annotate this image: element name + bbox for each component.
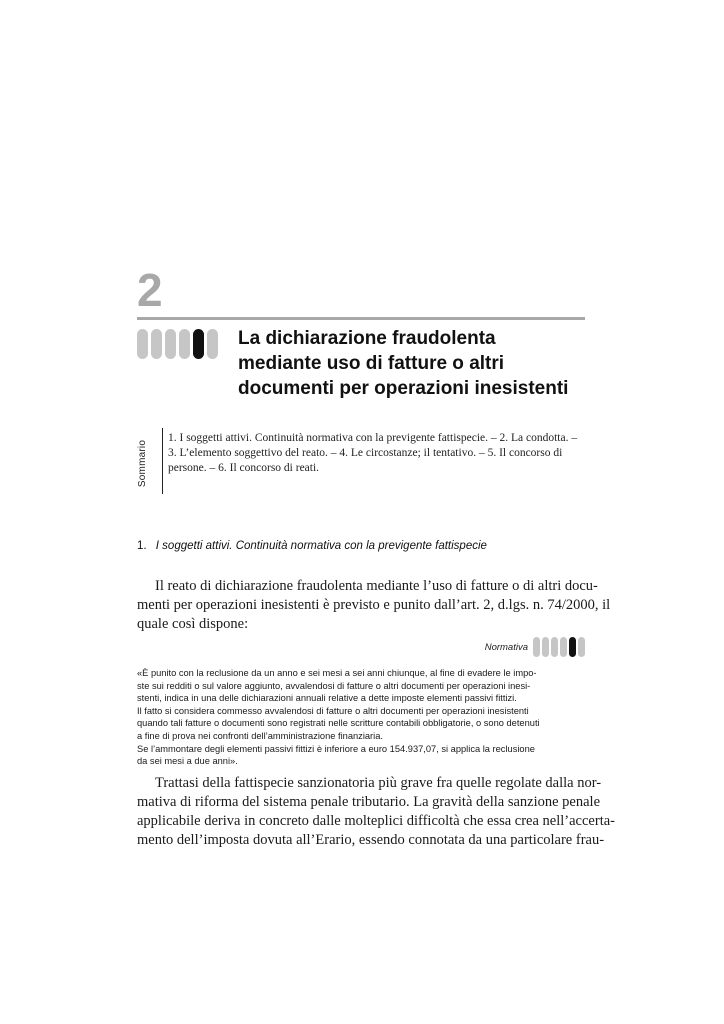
chapter-title-line: La dichiarazione fraudolenta (238, 328, 496, 349)
quote-line: a fine di prova nei confronti dell’amministrazione finanziaria. (137, 730, 383, 741)
normativa-bar (542, 637, 549, 657)
normativa-bar (578, 637, 585, 657)
chapter-bar (193, 329, 204, 359)
paragraph-line: Trattasi della fattispecie sanzionatoria più grave fra quelle regolate dalla nor- (155, 775, 602, 791)
sommario-rule (162, 428, 163, 494)
chapter-bars-ornament (137, 329, 218, 359)
paragraph-line: Il reato di dichiarazione fraudolenta mediante l’uso di fatture o di altri docu- (155, 578, 598, 594)
paragraph-line: quale così dispone: (137, 616, 249, 632)
paragraph-line: applicabile deriva in concreto dalle molteplici difficoltà che essa crea nell’accerta- (137, 813, 615, 829)
law-quote (137, 667, 587, 768)
chapter-number: 2 (137, 264, 163, 316)
sommario-line: 1. I soggetti attivi. Continuità normativa con la previgente fattispecie. – 2. La condotta. – (168, 432, 578, 444)
chapter-title-line: documenti per operazioni inesistenti (238, 378, 569, 399)
chapter-bar (137, 329, 148, 359)
chapter-title-line: mediante uso di fatture o altri (238, 353, 505, 374)
normativa-bar (551, 637, 558, 657)
quote-line: quando tali fatture o documenti sono registrati nelle scritture contabili obbligatorie, o sono detenuti (137, 718, 540, 729)
sommario-text (168, 431, 586, 477)
quote-line: da sei mesi a due anni». (137, 756, 238, 767)
normativa-label: Normativa (484, 642, 528, 653)
sommario-line: persone. – 6. Il concorso di reati. (168, 462, 320, 475)
chapter-title (238, 326, 598, 401)
chapter-bar (151, 329, 162, 359)
chapter-rule (137, 317, 585, 320)
sommario-line: 3. L’elemento soggettivo del reato. – 4. Le circostanze; il tentativo. – 5. Il concorso di (168, 447, 563, 460)
chapter-bar (165, 329, 176, 359)
normativa-bars-ornament (533, 637, 585, 657)
quote-line: ste sui redditi o sul valore aggiunto, avvalendosi di fatture o altri documenti per operazioni inesi- (137, 680, 531, 691)
normativa-bar (569, 637, 576, 657)
body-paragraph (137, 774, 615, 850)
sommario-label-text: Sommario (137, 439, 149, 487)
quote-line: «È punito con la reclusione da un anno e sei mesi a sei anni chiunque, al fine di evadere le impo- (137, 668, 537, 678)
normativa-bar (533, 637, 540, 657)
sommario-label (133, 430, 153, 496)
section-number: 1. (137, 540, 147, 552)
body-paragraph (137, 577, 611, 634)
normativa-bar (560, 637, 567, 657)
section-heading (137, 540, 487, 552)
chapter-bar (207, 329, 218, 359)
section-title: I soggetti attivi. Continuità normativa con la previgente fattispecie (155, 540, 487, 552)
paragraph-line: mento dell’imposta dovuta all’Erario, essendo connotata da una particolare frau- (137, 832, 605, 848)
quote-line: stenti, indica in una delle dichiarazioni annuali relative a dette imposte elementi passivi fittizi. (137, 693, 517, 704)
paragraph-line: mativa di riforma del sistema penale tributario. La gravità della sanzione penale (137, 794, 601, 810)
quote-line: Il fatto si considera commesso avvalendosi di fatture o altri documenti per operazioni inesistenti (137, 705, 529, 716)
paragraph-line: menti per operazioni inesistenti è previsto e punito dall’art. 2, d.lgs. n. 74/2000, il (137, 597, 611, 613)
quote-line: Se l’ammontare degli elementi passivi fittizi è inferiore a euro 154.937,07, si applica la reclusione (137, 743, 535, 754)
chapter-bar (179, 329, 190, 359)
